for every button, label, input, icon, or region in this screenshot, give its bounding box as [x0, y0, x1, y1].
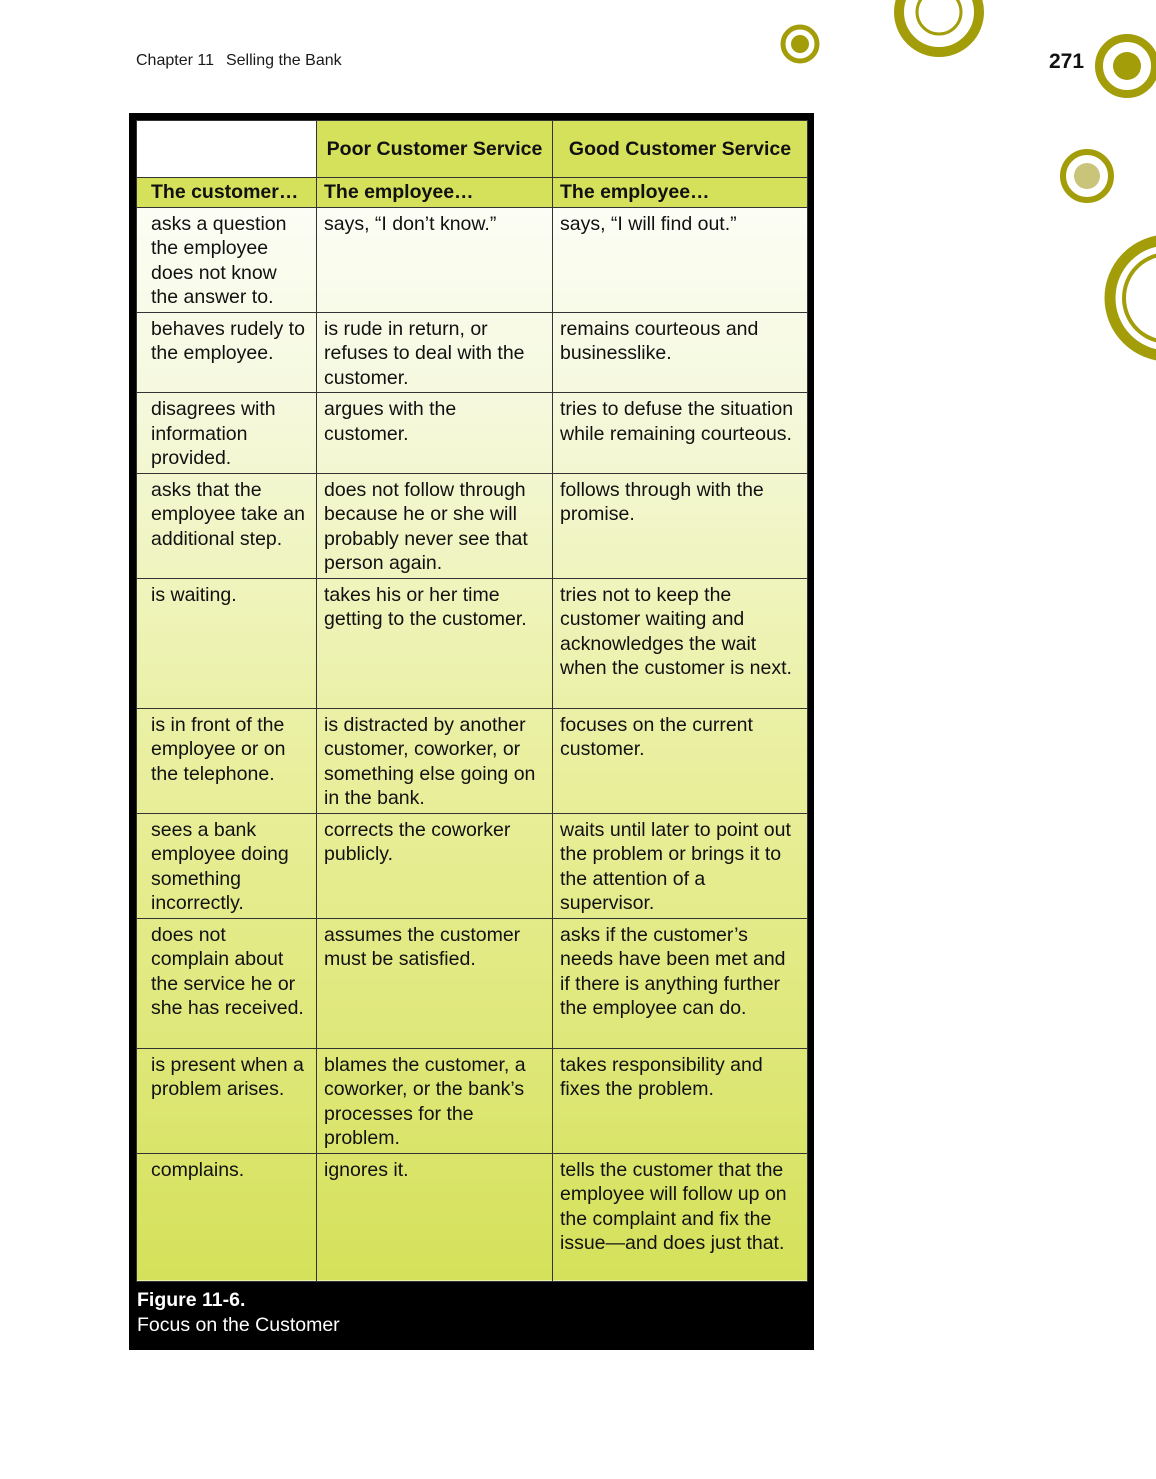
subheader-customer: The customer… [137, 178, 317, 208]
subheader-poor-employee: The employee… [317, 178, 553, 208]
customer-cell: asks a question the employee does not know the answer to. [137, 207, 317, 312]
table-row [137, 813, 808, 918]
decorative-target-icon [1090, 30, 1156, 102]
table-row [137, 393, 808, 474]
poor-service-cell: assumes the customer must be satisfied. [317, 918, 553, 1048]
subheader-good-employee: The employee… [553, 178, 808, 208]
figure-number: Figure 11-6. [137, 1289, 246, 1311]
customer-cell: disagrees with information provided. [137, 393, 317, 474]
poor-service-cell: corrects the coworker publicly. [317, 813, 553, 918]
figure-caption [137, 1288, 340, 1338]
customer-cell: sees a bank employee doing something incorrectly. [137, 813, 317, 918]
good-service-cell: tries to defuse the situation while remaining courteous. [553, 393, 808, 474]
good-service-cell: remains courteous and businesslike. [553, 312, 808, 393]
page-number: 271 [1049, 50, 1085, 73]
good-service-cell: asks if the customer’s needs have been met and if there is anything further the employee can do. [553, 918, 808, 1048]
poor-service-cell: is distracted by another customer, coworker, or something else going on in the bank. [317, 708, 553, 813]
table-row [137, 578, 808, 708]
good-service-cell: tries not to keep the customer waiting and acknowledges the wait when the customer is next. [553, 578, 808, 708]
customer-cell: complains. [137, 1153, 317, 1281]
table-row [137, 207, 808, 312]
header-blank-cell [137, 121, 317, 178]
poor-service-cell: argues with the customer. [317, 393, 553, 474]
header-poor-service: Poor Customer Service [317, 121, 553, 178]
table-row [137, 1153, 808, 1281]
figure-title: Focus on the Customer [137, 1314, 340, 1336]
customer-cell: asks that the employee take an additional step. [137, 473, 317, 578]
customer-cell: is in front of the employee or on the telephone. [137, 708, 317, 813]
table-row [137, 1048, 808, 1153]
column-header-row [137, 121, 808, 178]
customer-cell: does not complain about the service he or she has received. [137, 918, 317, 1048]
poor-service-cell: takes his or her time getting to the customer. [317, 578, 553, 708]
decorative-circle-icon [778, 22, 822, 66]
table-row [137, 918, 808, 1048]
chapter-number: Chapter 11 [136, 52, 214, 69]
customer-cell: is present when a problem arises. [137, 1048, 317, 1153]
customer-cell: behaves rudely to the employee. [137, 312, 317, 393]
good-service-cell: focuses on the current customer. [553, 708, 808, 813]
decorative-dot-icon [1056, 146, 1118, 208]
good-service-cell: follows through with the promise. [553, 473, 808, 578]
sub-header-row [137, 178, 808, 208]
running-head [136, 52, 342, 70]
good-service-cell: waits until later to point out the problem or brings it to the attention of a supervisor. [553, 813, 808, 918]
table-row [137, 312, 808, 393]
poor-service-cell: blames the customer, a coworker, or the bank’s processes for the problem. [317, 1048, 553, 1153]
poor-service-cell: does not follow through because he or she will probably never see that person again. [317, 473, 553, 578]
decorative-ring-icon [888, 0, 988, 62]
poor-service-cell: is rude in return, or refuses to deal with the customer. [317, 312, 553, 393]
poor-service-cell: says, “I don’t know.” [317, 207, 553, 312]
table-row [137, 473, 808, 578]
decorative-arc-icon [1096, 234, 1156, 362]
good-service-cell: takes responsibility and fixes the problem. [553, 1048, 808, 1153]
customer-service-table [136, 120, 808, 1282]
poor-service-cell: ignores it. [317, 1153, 553, 1281]
header-good-service: Good Customer Service [553, 121, 808, 178]
table-row [137, 708, 808, 813]
good-service-cell: tells the customer that the employee will follow up on the complaint and fix the issue—and does just that. [553, 1153, 808, 1281]
figure-11-6 [129, 113, 814, 1350]
good-service-cell: says, “I will find out.” [553, 207, 808, 312]
chapter-title: Selling the Bank [225, 52, 342, 69]
customer-cell: is waiting. [137, 578, 317, 708]
